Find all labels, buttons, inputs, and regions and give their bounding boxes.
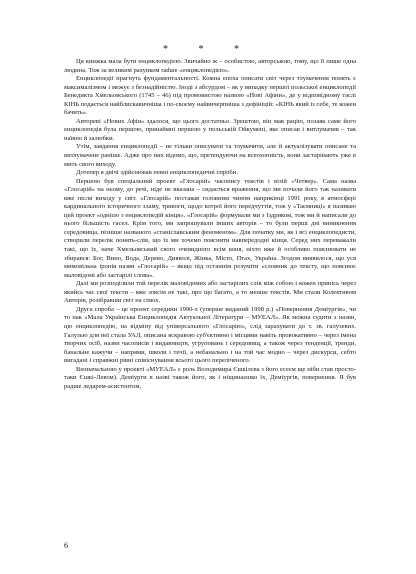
paragraph: Друга спроба – це проект середини 1990-х (уперше виданий 1998 р.) «Повернення Деміургів», чи то пак «Мала Українська Енциклопедія Актуальної Літератури – МУЕАЛ». Як можна судити з назви, цю енциклопедію, на відміну від універсального «Глосарію», слід зарахувати до т. зв. галузевих. Галузью для неї стала УАЛ, описана яскравою суб'єктивно і місцями навіть провокативно – через імена творчих осіб, назви часописів і видавництв, угруповань і середовищ, а також через тенденції, тренди, банальне кажучи – напрями, школи і течії, а небанально і на той час модно – через дискурси, себто вигадані і справжні рівні співіснування всього цього переліченого.	[64, 305, 356, 365]
paragraph: Далі ми розподілили той перелік маловідомих або застарілих слів між собою і кожен принісь через якийсь час свої тексти – вже зовсім не такі, про що багато, а то менше текстів. Ми стали Колективом Авторів, розібравши світ на сімох.	[64, 280, 356, 305]
page-number: 6	[64, 541, 68, 550]
paragraph: Енциклопедії прагнуть фундаментальності. Кожна епоха описати світ через тлумачення понять є максималізмом і межує з безнадійністю. Іноді з абсурдом – як у випадку першої польської енциклопедії Бенедикта Хмельовського (1745 – 46) під промовистою назвою «Нові Афіни», де у відповідному гаслі КІНЬ подається найблискавичніша і по-своєму найвичерпніша з дефініцій: «КІНЬ який із себе, те кожен бачить».	[64, 75, 356, 117]
paragraph: Утім, завдання енциклопедії – не тільки описувати та тлумачити, але й актуалізувати описане та витлумачене раніше. Адже про них відомо, що, претендуючи на всеохопність, вони застарівають уже в мить свого виходу.	[64, 143, 356, 168]
paragraph: Ця книжка мала бути енциклопедією. Звичайно ж – особистою, авторською, тому, що її пише одна людина. Тож за великим рахунком radше «енциклопедією».	[64, 58, 356, 74]
paragraph: Дотепер я двічі здійснював певні енциклопедичні спроби.	[76, 169, 238, 177]
paragraph: Визначальною у проекті «МУЕАЛ» є роль Володимира Єшкілєва з його есеєм ще ніби став просто-таки Єшкі-Левом). Деміурги в назві також його, як і ніщинаєшко їх, Деміургів, повернення. Я був радше ледарем-асистентом,	[64, 365, 356, 390]
body-text	[64, 58, 356, 391]
section-separator: * * *	[163, 44, 253, 55]
paragraph: Першою був спеціальний проект «Глосарій» часопису текстів і візій «Четвер». Сама назва «Глосарій» на ньому, до речі, ніде не вказана – сидається враження, що ми почали його так називати вже після виходу у світ. «Глосарій» поставав головним чином наприкінці 1991 року, в атмосфері кардинального історичного зламу, тривоги, щодо котрої його передчуттів, тож у «Таємниці» я називаю цей проект «однією з енциклопедій кінця». «Глосарій» формували ми з Іздриком, тож ми й написали до нього більшість гасел. Крім того, ми запрошували інших авторів – то були перші дні виникнення середовища, пізніше названого «станіславським феноменом». Для початку ми, як і всі енциклопедисти, створили перелік понять-слів, що їх ми хочемо пояснити навпередодні кінця. Серед них переважали такі, що їх, наче Хмельовський свого очевидного всім коня, ніхто вже й особливо пояснювати не збирався: Бог, Вино, Вода, Дерево, Дияволі, Жінка, Місто, Птах, Україна. Згодом виявилося, що уся мимовільна іронія назви «Глосарій» – якщо під останнім розуміти «словник до тексту, що пояснює маловідомі або застарілі слова».	[64, 177, 356, 279]
paragraph: Автореві «Нових Афін» здалося, що цього достатньо. Зрештою, він мав рацію, позаяк саме його енциклопедія була першою, принаймні першою у польській Ойкумені, яке описав і витлумачив – так наївно й залюбки.	[64, 117, 356, 142]
